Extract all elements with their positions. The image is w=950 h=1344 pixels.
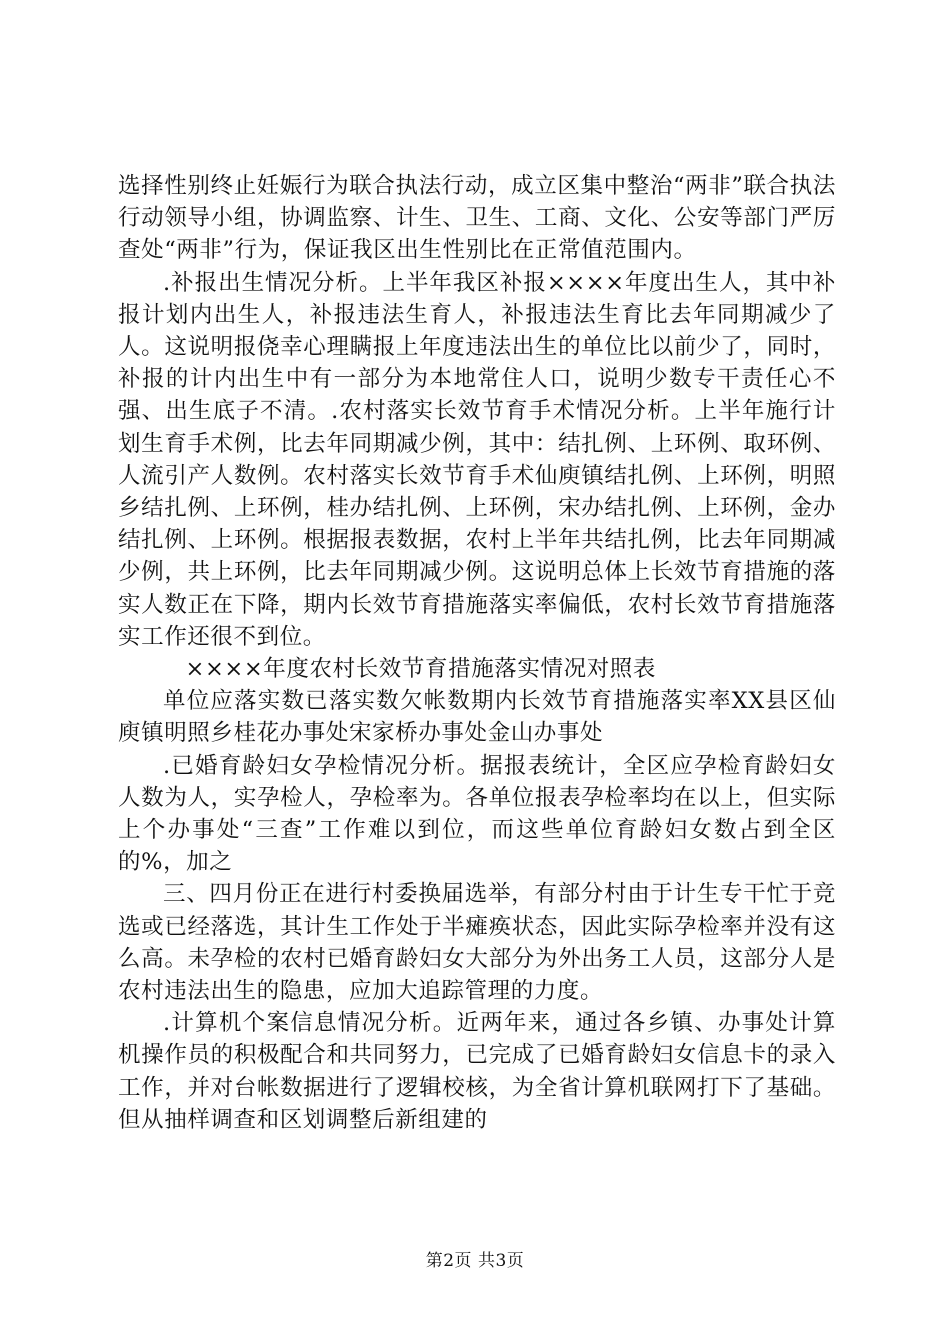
document-body [118, 170, 836, 1136]
paragraph-enforcement: 选择性别终止妊娠行为联合执法行动，成立区集中整治“两非”联合执法行动领导小组，协调监察、计生、卫生、工商、文化、公安等部门严厉查处“两非”行为，保证我区出生性别比在正常值范围内。 [118, 173, 836, 264]
page-footer [0, 1246, 950, 1271]
paragraph-birth-registration: .补报出生情况分析。上半年我区补报××××年度出生人，其中补报计划内出生人，补报违法生育人，补报违法生育比去年同期减少了人。这说明报侥幸心理瞒报上年度违法出生的单位比以前少了，同时，补报的计内出生中有一部分为本地常住人口，说明少数专干责任心不强、出生底子不清。.农村落实长效节育手术情况分析。上半年施行计划生育手术例，比去年同期减少例，其中：结扎例、上环例、取环例、人流引产人数例。农村落实长效节育手术仙庾镇结扎例、上环例，明照乡结扎例、上环例，桂办结扎例、上环例，宋办结扎例、上环例，金办结扎例、上环例。根据报表数据，农村上半年共结扎例，比去年同期减少例，共上环例，比去年同期减少例。这说明总体上长效节育措施的落实人数正在下降，期内长效节育措施落实率偏低，农村长效节育措施落实工作还很不到位。 [118, 269, 836, 650]
page-number-label: 第2页 共3页 [425, 1251, 525, 1271]
paragraph-computer-records: .计算机个案信息情况分析。近两年来，通过各乡镇、办事处计算机操作员的积极配合和共同努力，已完成了已婚育龄妇女信息卡的录入工作，并对台帐数据进行了逻辑校核，为全省计算机联网打下了基础。但从抽样调查和区划调整后新组建的 [118, 1010, 836, 1133]
table-content-text: 单位应落实数已落实数欠帐数期内长效节育措施落实率XX县区仙庾镇明照乡桂花办事处宋家桥办事处金山办事处 [118, 688, 836, 747]
paragraph-election-impact: 三、四月份正在进行村委换届选举，有部分村由于计生专干忙于竞选或已经落选，其计生工作处于半瘫痪状态，因此实际孕检率并没有这么高。未孕检的农村已婚育龄妇女大部分为外出务工人员，这部分人是农村违法出生的隐患，应加大追踪管理的力度。 [118, 881, 836, 1005]
paragraph-pregnancy-check: .已婚育龄妇女孕检情况分析。据报表统计，全区应孕检育龄妇女人数为人，实孕检人，孕检率为。各单位报表孕检率均在以上，但实际上个办事处“三查”工作难以到位，而这些单位育龄妇女数占到全区的%，加之 [118, 752, 836, 876]
table-caption: ××××年度农村长效节育措施落实情况对照表 [185, 656, 657, 683]
